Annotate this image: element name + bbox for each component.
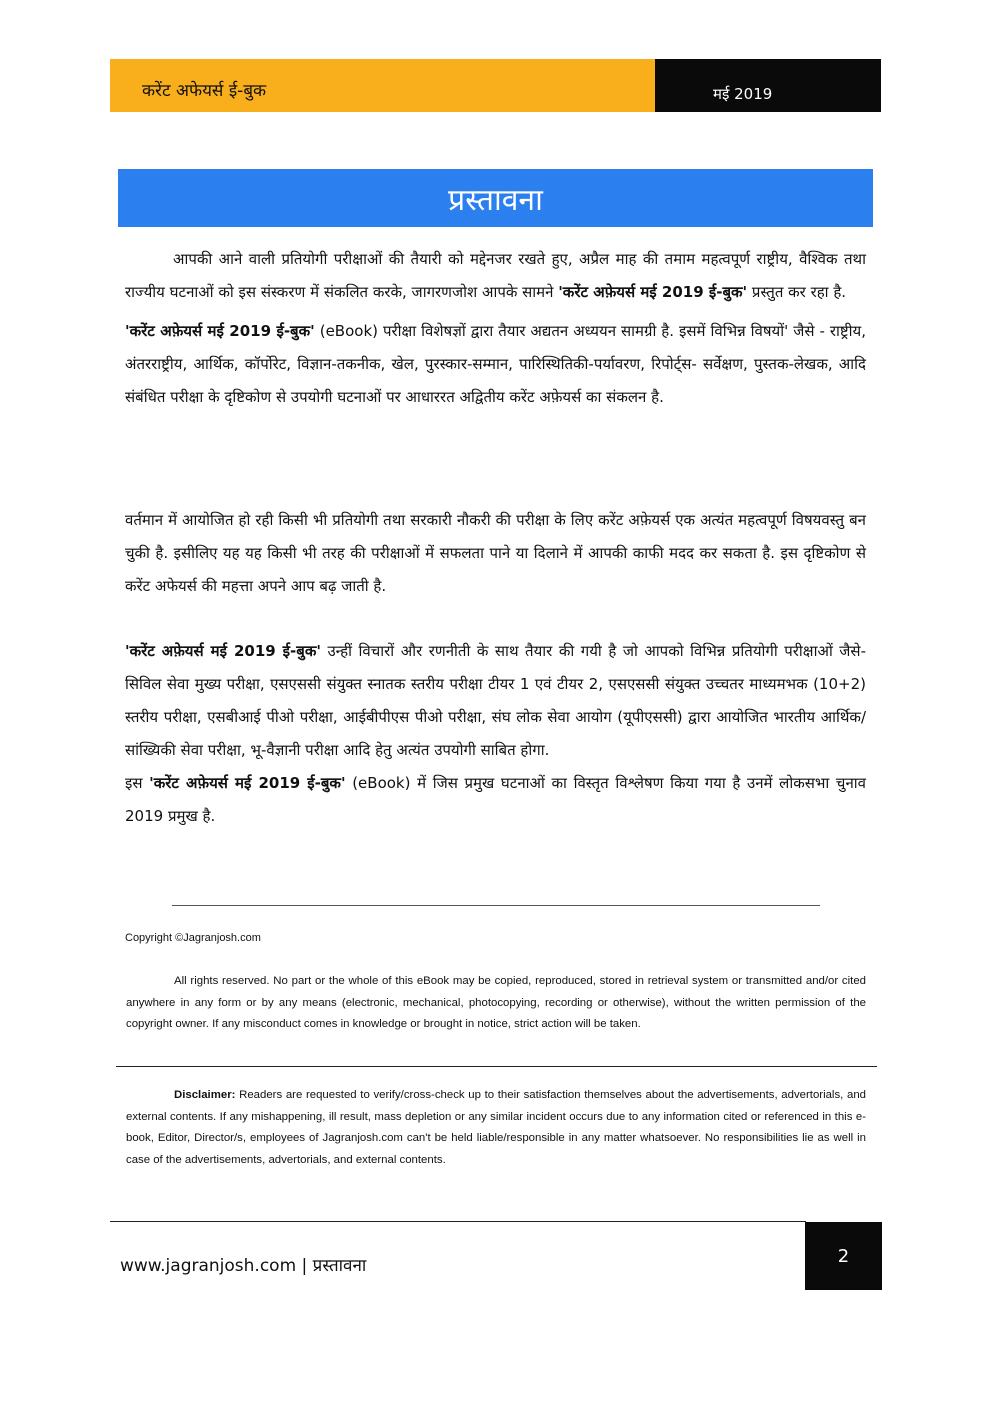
paragraph-4 <box>125 635 866 767</box>
rights-block <box>126 971 866 1036</box>
separator-line <box>172 905 820 906</box>
page-number-box <box>805 1222 882 1290</box>
paragraph-2-text: (eBook) परीक्षा विशेषज्ञों द्वारा तैयार अद्यतन अध्ययन सामग्री है. इसमें विभिन्न विषयों' जैसे - राष्ट्रीय, अंतरराष्ट्रीय, आर्थिक, कॉर्पोरेट, विज्ञान-तकनीक, खेल, पुरस्कार-सम्मान, पारिस्थितिकी-पर्यावरण, रिपोर्ट्स- सर्वेक्षण, पुस्तक-लेखक, आदि संबंधित परीक्षा के दृष्टिकोण से उपयोगी घटनाओं पर आधाररत अद्वितीय करेंट अफ़ेयर्स का संकलन है. <box>125 322 866 406</box>
footer-divider <box>110 1221 806 1222</box>
copyright-notice: Copyright ©Jagranjosh.com <box>125 932 261 944</box>
paragraph-5 <box>125 767 866 833</box>
disclaimer-block <box>126 1085 866 1171</box>
paragraph-4-block <box>125 635 866 833</box>
paragraph-5-text: (eBook) में जिस प्रमुख घटनाओं का विस्तृत विश्लेषण किया गया है उनमें लोकसभा चुनाव 2019 प्रमुख है. <box>125 774 867 825</box>
paragraph-1-text: आपकी आने वाली प्रतियोगी परीक्षाओं की तैयारी को मद्देनजर रखते हुए, अप्रैल माह की तमाम महत्वपूर्ण राष्ट्रीय, वैश्विक तथा राज्यीय घटनाओं को इस संस्करण में संकलित करके, जागरणजोश आपके सामने <box>125 250 866 301</box>
paragraph-5-lead: इस <box>125 774 150 792</box>
paragraph-3: वर्तमान में आयोजित हो रही किसी भी प्रतियोगी तथा सरकारी नौकरी की परीक्षा के लिए करेंट अफ़ेयर्स एक अत्यंत महत्वपूर्ण विषयवस्तु बन चुकी है. इसीलिए यह यह किसी भी तरह की परीक्षाओं में सफलता पाने या दिलाने में आपकी काफी मदद कर सकता है. इस दृष्टिकोण से करेंट अफेयर्स की महत्ता अपने आप बढ़ जाती है. <box>125 511 866 595</box>
header-title: करेंट अफेयर्स ई-बुक <box>142 81 267 101</box>
ebook-title-bold: 'करेंट अफ़ेयर्स मई 2019 ई-बुक' <box>149 774 346 792</box>
section-title-banner <box>118 169 873 227</box>
footer-site-link[interactable]: www.jagranjosh.com | प्रस्तावना <box>120 1256 367 1276</box>
paragraph-1 <box>125 243 866 309</box>
disclaimer-text <box>126 1085 866 1171</box>
paragraph-2 <box>125 315 866 414</box>
paragraph-3-block <box>125 504 866 603</box>
ebook-title-bold: 'करेंट अफ़ेयर्स मई 2019 ई-बुक' <box>125 322 315 340</box>
rights-text: All rights reserved. No part or the whole of this eBook may be copied, reproduced, stored in retrieval system or transmitted and/or cited anywhere in any form or by any means (electronic, mechanical, photocopying, recording or otherwise), without the written permission of the copyright owner. If any misconduct comes in knowledge or brought in notice, strict action will be taken. <box>126 975 866 1030</box>
paragraph-1-tail: प्रस्तुत कर रहा है. <box>747 283 847 301</box>
ebook-title-bold: 'करेंट अफ़ेयर्स मई 2019 ई-बुक' <box>125 642 321 660</box>
section-title: प्रस्तावना <box>448 182 543 218</box>
intro-body <box>125 243 866 414</box>
ebook-title-bold: 'करेंट अफ़ेयर्स मई 2019 ई-बुक' <box>558 283 748 301</box>
header-date: मई 2019 <box>713 85 773 103</box>
paragraph-4-text: उन्हीं विचारों और रणनीती के साथ तैयार की गयी है जो आपको विभिन्न प्रतियोगी परीक्षाओं जैसे- सिविल सेवा मुख्य परीक्षा, एसएससी संयुक्त स्नातक स्तरीय परीक्षा टीयर 1 एवं टीयर 2, एसएससी संयुक्त उच्चतर माध्यमभक (10+2) स्तरीय परीक्षा, एसबीआई पीओ परीक्षा, आईबीपीएस पीओ परीक्षा, संघ लोक सेवा आयोग (यूपीएससी) द्वारा आयोजित भारतीय आर्थिक/सांख्यिकी सेवा परीक्षा, भू-वैज्ञानी परीक्षा आदि हेतु अत्यंत उपयोगी साबित होगा. <box>125 642 866 759</box>
rights-divider <box>116 1066 877 1067</box>
page-number: 2 <box>837 1245 850 1267</box>
disclaimer-label: Disclaimer: <box>174 1089 236 1101</box>
disclaimer-body: Readers are requested to verify/cross-check up to their satisfaction themselves about the advertisements, advertorials, and external contents. If any mishappening, ill result, mass depletion or any similar incident occurs due to any information cited or referenced in this e-book, Editor, Director/s, employees of Jagranjosh.com can't be held liable/responsible in any matter whatsoever. No responsibilities lie as well in case of the advertisements, advertorials, and external contents. <box>126 1089 866 1166</box>
